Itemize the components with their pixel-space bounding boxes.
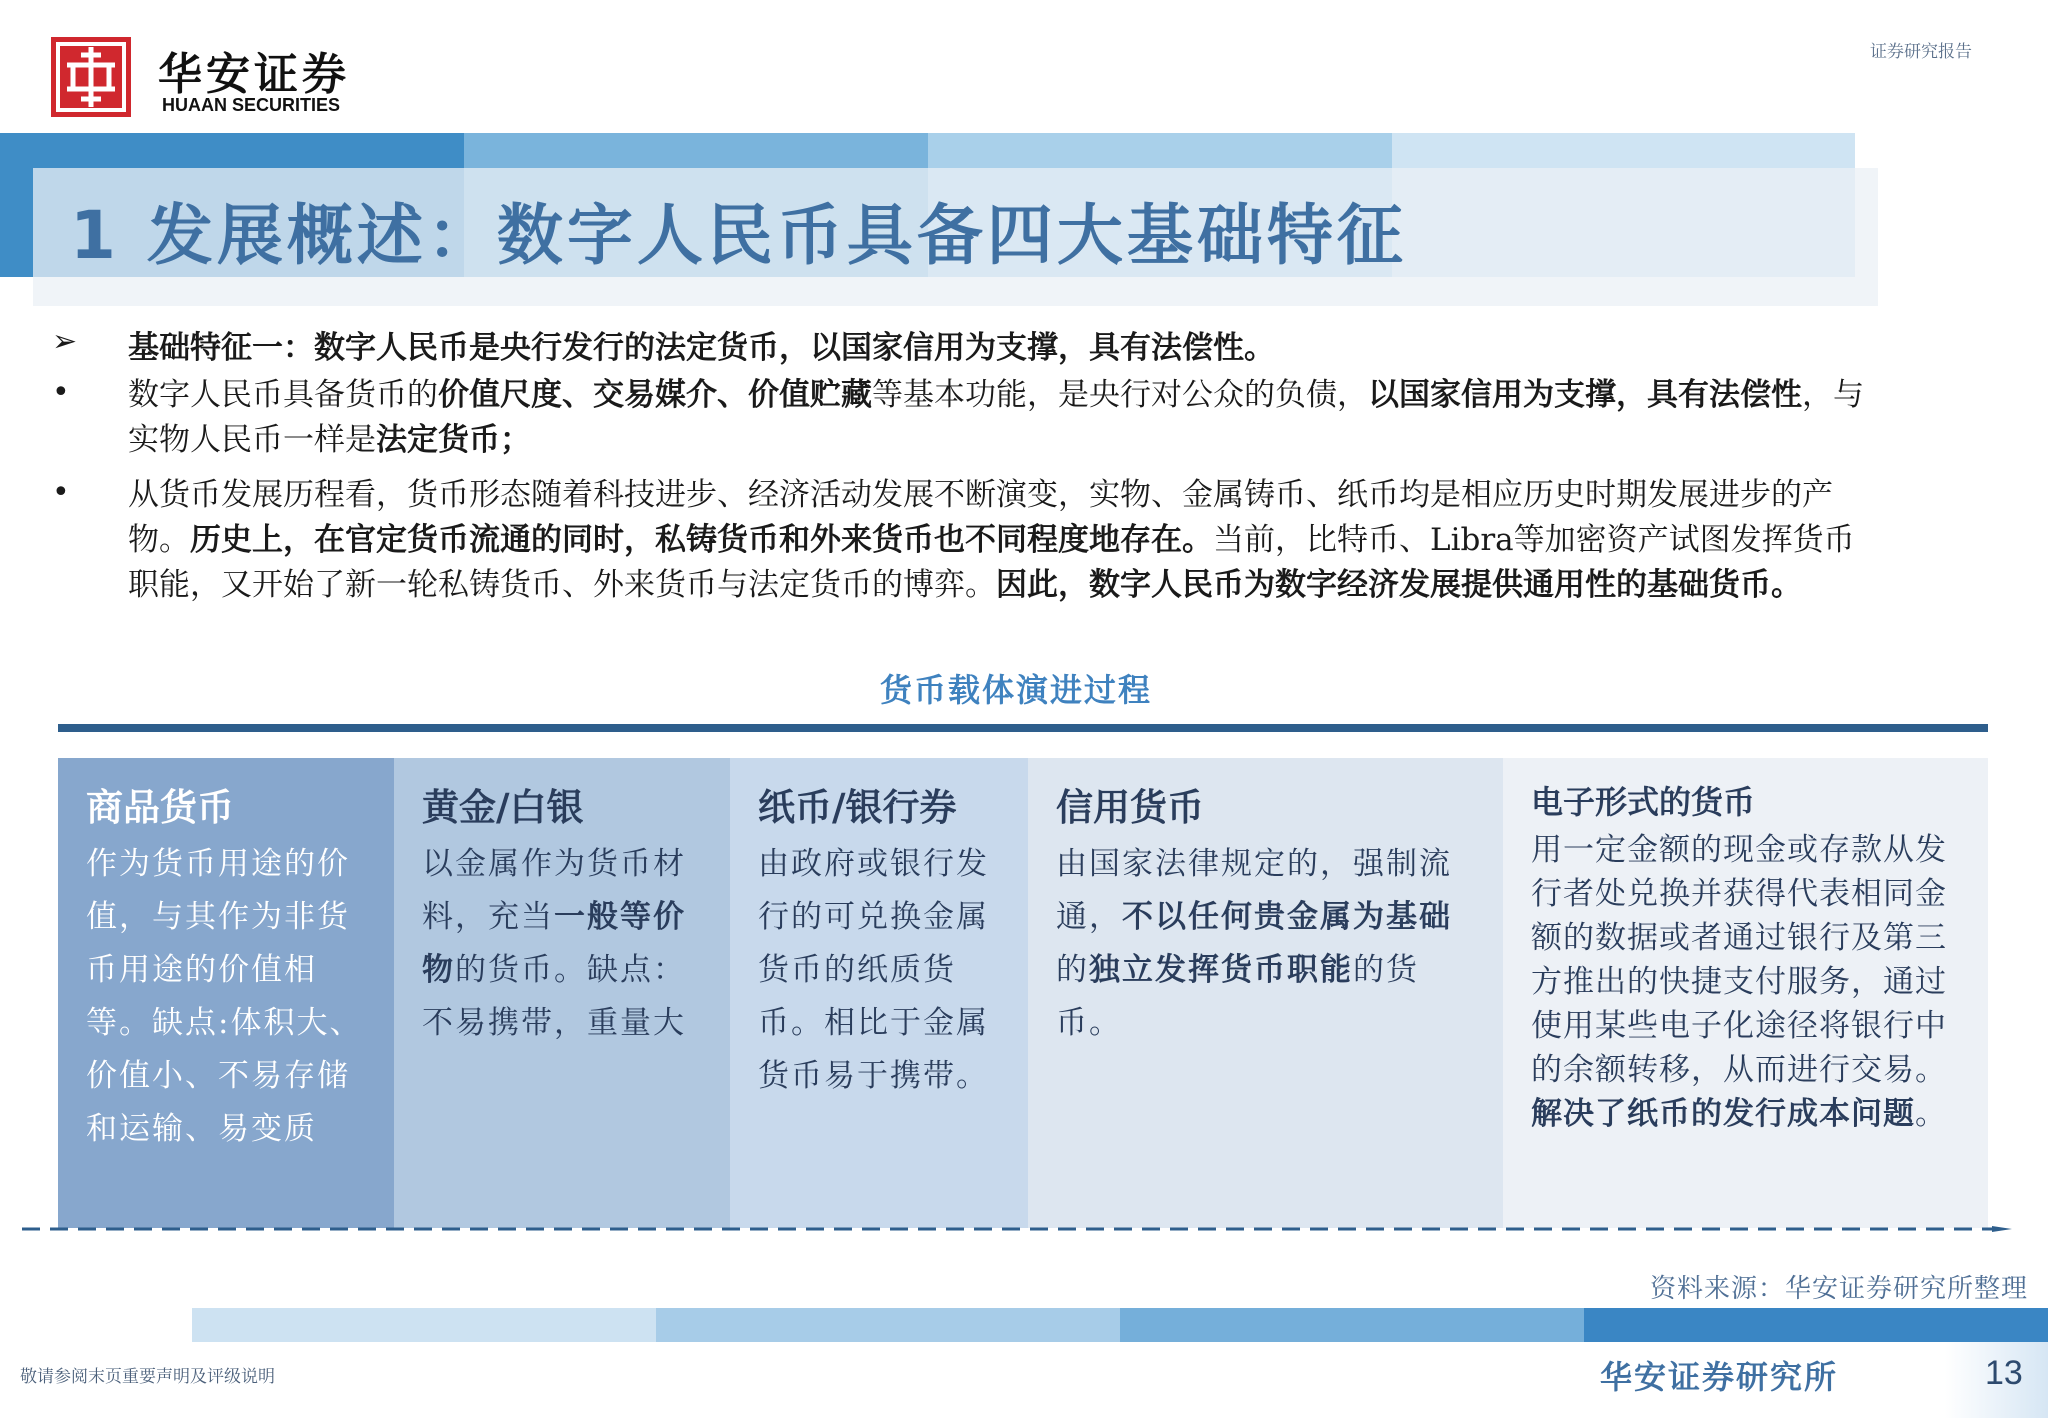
- bold-run: 一般等价物: [422, 899, 686, 988]
- stage-gold-silver: [394, 758, 730, 1228]
- text-run: 的货币。缺点：不易携带，重量大: [422, 952, 686, 1041]
- text-run: 的: [1056, 952, 1089, 988]
- stage-title: 信用货币: [1056, 785, 1204, 829]
- text-run: 当前，比特币、Libra等加密资产试图发挥货币职能，又开始了新一轮私铸货币、外来货币与法定货币的博弈。: [128, 522, 1855, 603]
- footer-band-segment: [1584, 1308, 2048, 1342]
- footer-band-segment: [656, 1308, 1120, 1342]
- bold-run: 价值尺度、交易媒介、价值贮藏: [438, 377, 872, 413]
- stage-commodity-money: [58, 758, 394, 1228]
- paragraph-functions: [128, 373, 1878, 463]
- bold-run: 以国家信用为支撑，具有法偿性: [1368, 377, 1802, 413]
- bold-run: 解决了纸币的发行成本问题: [1531, 1096, 1915, 1132]
- footer-institute: 华安证券研究所: [1600, 1358, 1839, 1396]
- bold-run: 因此，数字人民币为数字经济发展提供通用性的基础货币。: [996, 567, 1802, 603]
- bold-run: 法定货币；: [376, 422, 531, 458]
- stage-title: 电子形式的货币: [1531, 783, 1756, 821]
- text-run: ，与实物人民币一样是: [128, 377, 1864, 458]
- stage-body: [1056, 838, 1481, 1050]
- text-run: 的货币。: [1056, 952, 1419, 1041]
- text-run: 以金属作为货币材料，充当: [422, 846, 686, 935]
- report-type-label: 证券研究报告: [1870, 42, 1972, 62]
- text-run: 由国家法律规定的，强制流通，: [1056, 846, 1452, 935]
- arrow-bullet-icon: ➢: [52, 324, 78, 359]
- text-run: 等基本功能，是央行对公众的负债，: [872, 377, 1368, 413]
- diagram-caption: 货币载体演进过程: [879, 671, 1152, 709]
- stage-title: 商品货币: [86, 785, 234, 829]
- footer-band-segment: [1120, 1308, 1584, 1342]
- diagram-top-rule: [58, 724, 1988, 732]
- stage-electronic-money: [1503, 758, 1988, 1228]
- page-title: 1 发展概述：数字人民币具备四大基础特征: [70, 197, 1407, 274]
- stage-credit-money: [1028, 758, 1503, 1228]
- text-run: 从货币发展历程看，货币形态随着科技进步、经济活动发展不断演变，实物、金属铸币、纸币均是相应历史时期发展进步的产物。: [128, 477, 1833, 558]
- source-note: 资料来源：华安证券研究所整理: [1649, 1274, 2028, 1304]
- bold-run: 独立发挥货币职能: [1089, 952, 1353, 988]
- stage-paper-money: [730, 758, 1028, 1228]
- paragraph-history: [128, 473, 1878, 608]
- bold-run: 不以任何贵金属为基础: [1122, 899, 1452, 935]
- footer-band-segment: [192, 1308, 656, 1342]
- stage-body: 由政府或银行发行的可兑换金属货币的纸质货币。相比于金属货币易于携带。: [758, 846, 989, 1094]
- bullet-dot-icon: •: [52, 375, 70, 410]
- section-heading: 基础特征一：数字人民币是央行发行的法定货币，以国家信用为支撑，具有法偿性。: [128, 330, 1275, 366]
- footer-disclaimer: 敬请参阅末页重要声明及评级说明: [20, 1367, 275, 1387]
- stage-body: 作为货币用途的价值，与其作为非货币用途的价值相等。缺点:体积大、价值小、不易存储和运输、易变质: [86, 846, 363, 1147]
- text-run: 。: [1915, 1096, 1947, 1132]
- stage-title: 黄金/白银: [422, 785, 584, 829]
- huaan-logo-icon: [51, 37, 131, 117]
- timeline-arrow-icon: [22, 1226, 2012, 1232]
- logo-english-name: HUAAN SECURITIES: [162, 95, 341, 115]
- bullet-dot-icon: •: [52, 475, 70, 510]
- stage-title: 纸币/银行券: [758, 785, 957, 829]
- logo-chinese-name: 华安证券: [158, 49, 350, 100]
- text-run: 用一定金额的现金或存款从发行者处兑换并获得代表相同金额的数据或者通过银行及第三方推出的快捷支付服务，通过使用某些电子化途径将银行中的余额转移，从而进行交易。: [1531, 832, 1947, 1088]
- stage-body: [1531, 828, 1966, 1136]
- bold-run: 历史上，在官定货币流通的同时，私铸货币和外来货币也不同程度地存在。: [190, 522, 1213, 558]
- page-number: 13: [1985, 1354, 2023, 1392]
- text-run: 数字人民币具备货币的: [128, 377, 438, 413]
- stage-body: [422, 838, 708, 1050]
